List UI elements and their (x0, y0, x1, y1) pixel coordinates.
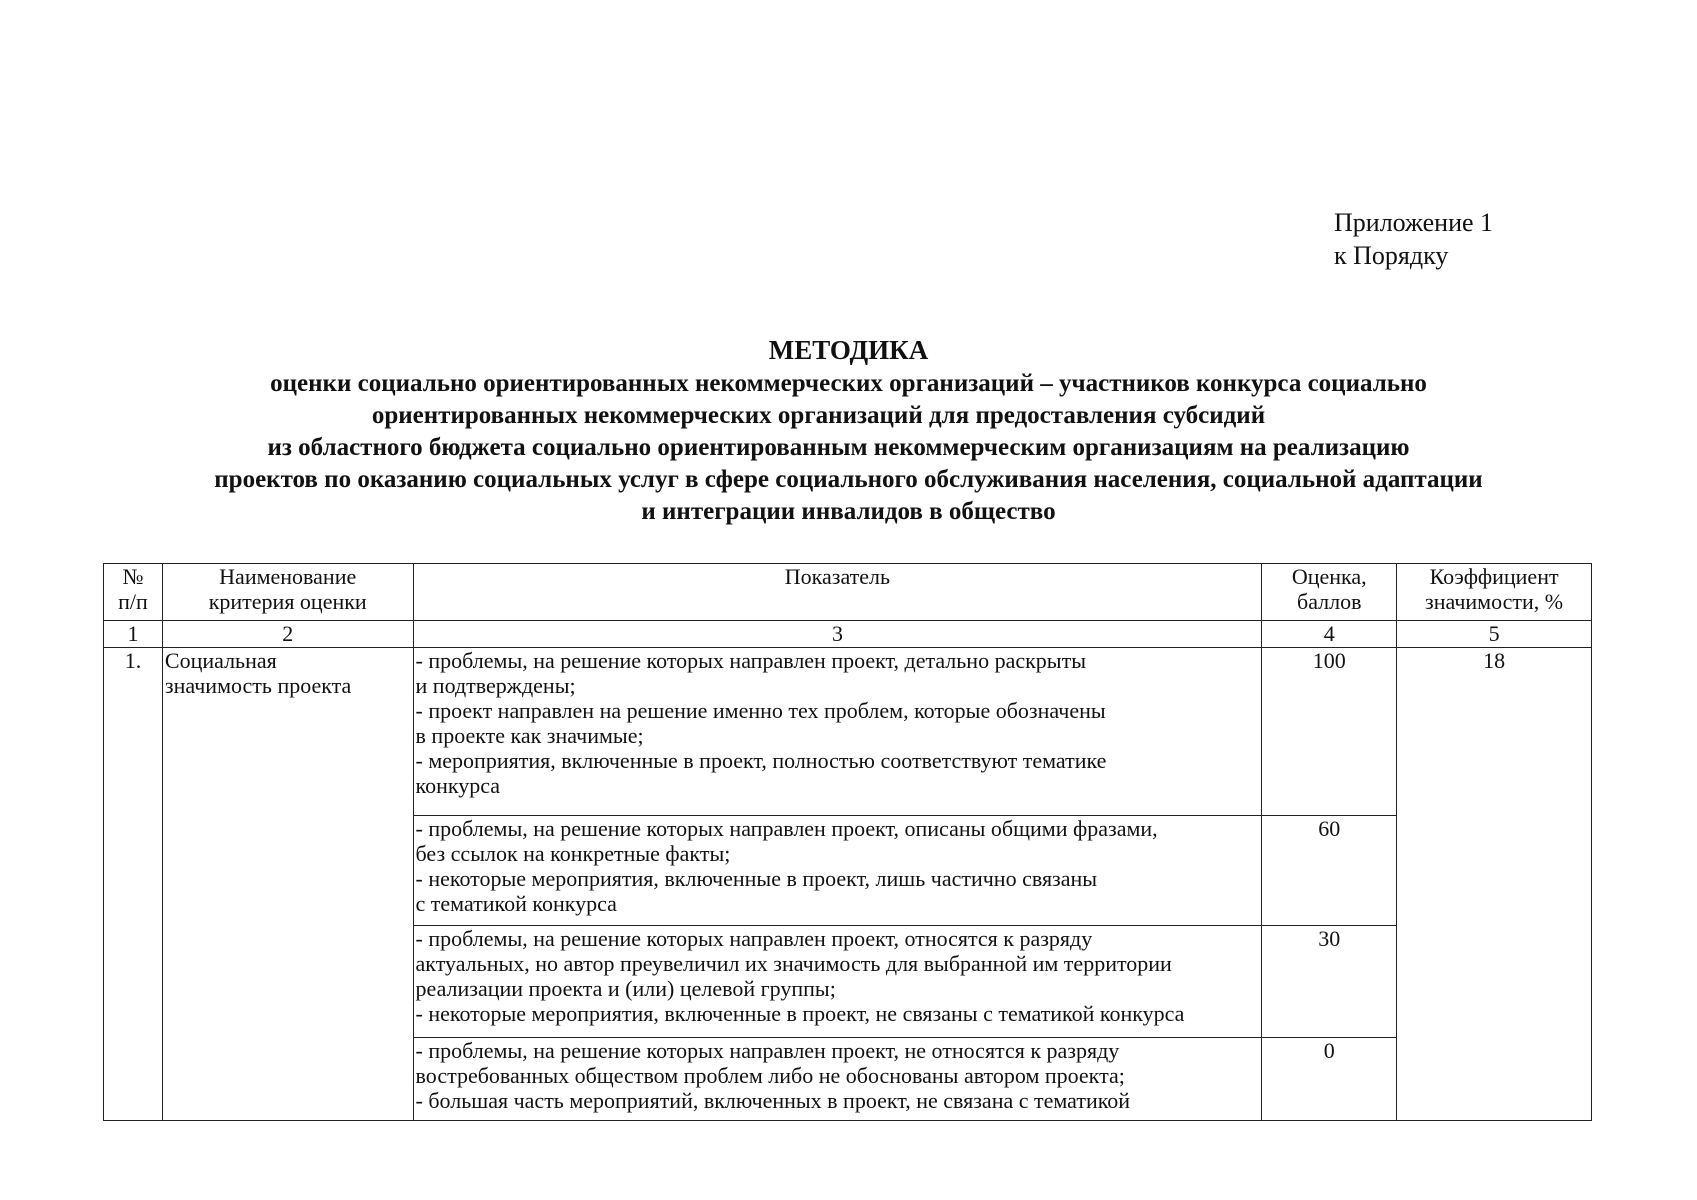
heading-line-4: проектов по оказанию социальных услуг в сфере социального обслуживания населения, социальной адаптации (214, 466, 1483, 493)
indicator-line: - большая часть мероприятий, включенных в проект, не связана с тематикой (415, 1088, 1131, 1113)
header-indicator-label: Показатель (784, 564, 891, 589)
criteria-table (103, 563, 1592, 1121)
document-heading (0, 332, 1697, 528)
indicator-line: актуальных, но автор преувеличил их значимость для выбранной им территории (415, 951, 1172, 976)
header-num (104, 564, 163, 621)
criterion-name (162, 648, 413, 1121)
document-title: МЕТОДИКА (768, 335, 929, 365)
coefficient-cell: 18 (1397, 648, 1592, 1121)
column-number: 1 (104, 621, 163, 648)
indicator-line: и подтверждены; (415, 673, 576, 698)
column-number: 2 (162, 621, 413, 648)
column-number: 5 (1397, 621, 1592, 648)
indicator-line: - проект направлен на решение именно тех проблем, которые обозначены (415, 698, 1106, 723)
appendix-reference (1334, 206, 1493, 272)
header-coef-line-1: Коэффициент (1429, 564, 1559, 589)
indicator-line: реализации проекта и (или) целевой группы; (415, 976, 836, 1001)
indicator-line: в проекте как значимые; (415, 723, 644, 748)
column-number: 3 (413, 621, 1262, 648)
table-row (104, 648, 1592, 816)
score-cell: 60 (1262, 816, 1397, 926)
header-criterion (162, 564, 413, 621)
indicator-line: - проблемы, на решение которых направлен проект, относятся к разряду (415, 926, 1093, 951)
header-criterion-line-2: критерия оценки (208, 589, 367, 614)
column-number: 4 (1262, 621, 1397, 648)
header-score-line-1: Оценка, (1291, 564, 1367, 589)
score-cell: 0 (1262, 1038, 1397, 1121)
header-score-line-2: баллов (1297, 589, 1362, 614)
heading-line-1: оценки социально ориентированных некоммерческих организаций – участников конкурса социально (270, 370, 1427, 397)
table-header-row (104, 564, 1592, 621)
indicator-cell (413, 816, 1262, 926)
header-score (1262, 564, 1397, 621)
indicator-line: - мероприятия, включенные в проект, полностью соответствуют тематике (415, 748, 1107, 773)
indicator-line: - некоторые мероприятия, включенные в проект, не связаны с тематикой конкурса (415, 1001, 1185, 1026)
header-coef-line-2: значимости, % (1425, 589, 1564, 614)
indicator-line: конкурса (415, 773, 501, 798)
heading-line-2: ориентированных некоммерческих организаций для предоставления субсидий (371, 402, 1266, 429)
criterion-name-line: значимость проекта (164, 673, 352, 698)
header-num-line-2: п/п (118, 589, 148, 614)
header-criterion-line-1: Наименование (219, 564, 357, 589)
indicator-cell (413, 926, 1262, 1038)
score-cell: 100 (1262, 648, 1397, 816)
heading-line-5: и интеграции инвалидов в общество (641, 498, 1056, 525)
header-indicator (413, 564, 1262, 621)
heading-line-3: из областного бюджета социально ориентированным некоммерческим организациям на реализацию (267, 434, 1410, 461)
indicator-line: - проблемы, на решение которых направлен проект, описаны общими фразами, (415, 816, 1158, 841)
indicator-line: - проблемы, на решение которых направлен проект, не относятся к разряду (415, 1038, 1120, 1063)
header-num-line-1: № (122, 564, 144, 589)
indicator-line: востребованных обществом проблем либо не обоснованы автором проекта; (415, 1063, 1125, 1088)
indicator-cell (413, 1038, 1262, 1121)
score-cell: 30 (1262, 926, 1397, 1038)
indicator-line: без ссылок на конкретные факты; (415, 841, 731, 866)
indicator-line: - проблемы, на решение которых направлен проект, детально раскрыты (415, 648, 1086, 673)
appendix-line-1: Приложение 1 (1334, 208, 1494, 237)
indicator-cell (413, 648, 1262, 816)
indicator-line: - некоторые мероприятия, включенные в проект, лишь частично связаны (415, 866, 1098, 891)
criterion-name-line: Социальная (164, 648, 277, 673)
appendix-line-2: к Порядку (1334, 241, 1449, 270)
criterion-number: 1. (104, 648, 163, 1121)
header-coefficient (1397, 564, 1592, 621)
indicator-line: с тематикой конкурса (415, 891, 617, 916)
column-number-row (104, 621, 1592, 648)
